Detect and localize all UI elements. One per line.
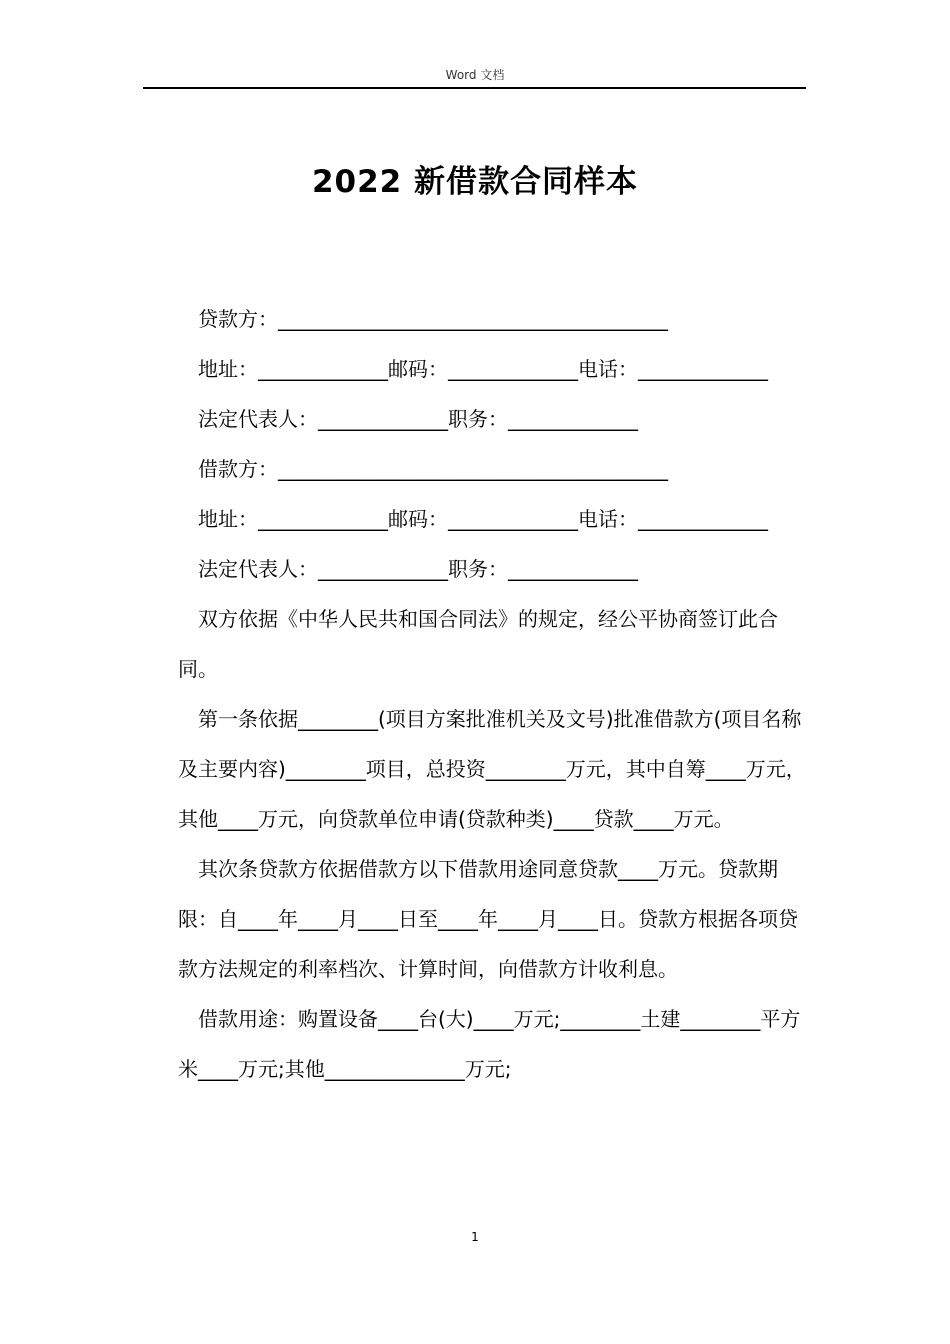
borrower-representative-line: 法定代表人：_____________职务：_____________ bbox=[198, 557, 638, 581]
article-2-paragraph: 其次条贷款方依据借款方以下借款用途同意贷款____万元。贷款期限：自____年____月____日至____年____月____日。贷款方根据各项贷款方法规定的利率档次、计算时间，向借款方计收利息。 bbox=[178, 857, 798, 981]
preamble-paragraph: 双方依据《中华人民共和国合同法》的规定，经公平协商签订此合同。 bbox=[178, 607, 778, 681]
page-number: 1 bbox=[471, 1230, 479, 1244]
lender-representative-line: 法定代表人：_____________职务：_____________ bbox=[198, 407, 638, 431]
document-title: 2022 新借款合同样本 bbox=[311, 164, 639, 200]
borrower-address-line: 地址：_____________邮码：_____________电话：_____________ bbox=[198, 507, 768, 531]
page-header: Word 文档 bbox=[445, 68, 505, 82]
lender-address-line: 地址：_____________邮码：_____________电话：_____________ bbox=[198, 357, 768, 381]
document-body bbox=[178, 294, 806, 1094]
borrower-line: 借款方：_______________________________________ bbox=[198, 457, 668, 481]
header-rule bbox=[143, 87, 806, 89]
loan-purpose-paragraph: 借款用途：购置设备____台(大)____万元;________土建________平方米____万元;其他______________万元; bbox=[178, 1007, 801, 1081]
lender-line: 贷款方：_______________________________________ bbox=[198, 307, 668, 331]
article-1-paragraph: 第一条依据________(项目方案批准机关及文号)批准借款方(项目名称及主要内容)________项目，总投资________万元，其中自筹____万元，其他____万元，向贷款单位申请(贷款种类)____贷款____万元。 bbox=[178, 707, 806, 831]
